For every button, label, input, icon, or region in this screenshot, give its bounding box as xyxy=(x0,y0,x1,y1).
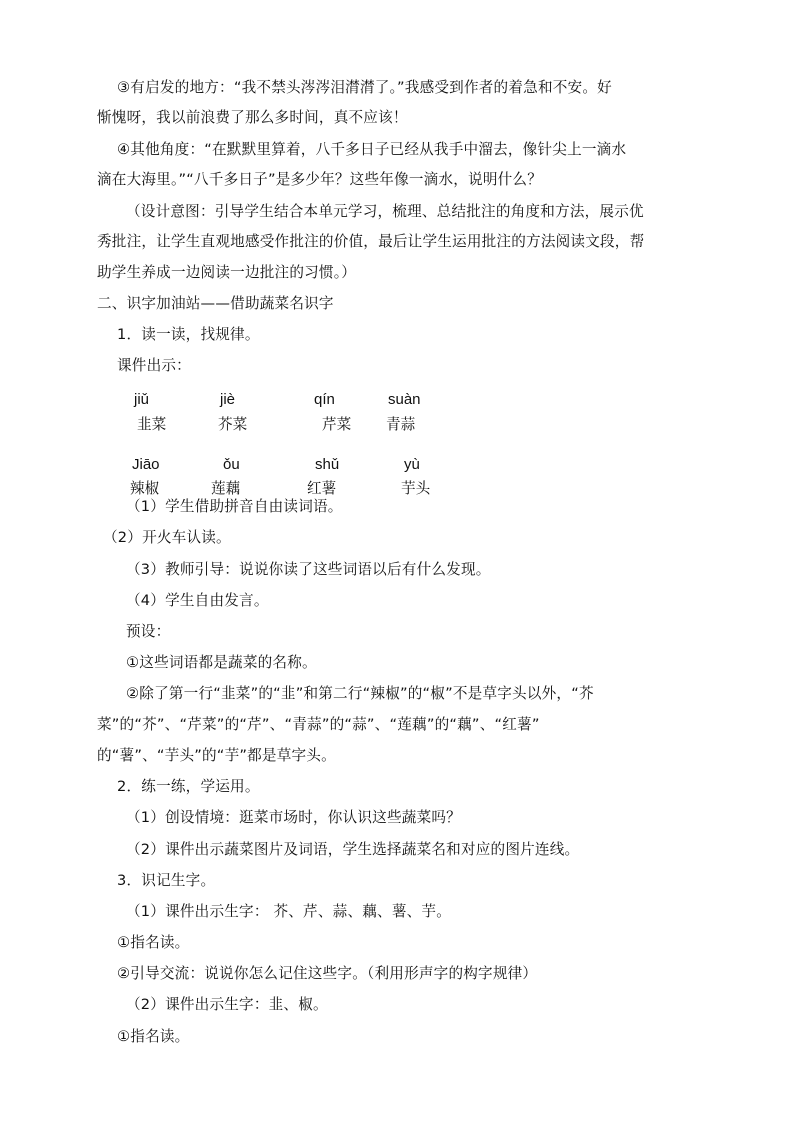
paragraph-line: ③有启发的地方：“我不禁头涔涔泪潸潸了。”我感受到作者的着急和不安。好 xyxy=(117,79,612,96)
paragraph-line: （1）学生借助拼音自由读词语。 xyxy=(126,498,343,515)
paragraph-line: （2）开火车认读。 xyxy=(103,529,231,546)
design-intent-note: 秀批注，让学生直观地感受作批注的价值，最后让学生运用批注的方法阅读文段，帮 xyxy=(97,233,645,250)
paragraph-line: （2）课件出示蔬菜图片及词语，学生选择蔬菜名和对应的图片连线。 xyxy=(126,841,580,858)
paragraph-line: （3）教师引导：说说你读了这些词语以后有什么发现。 xyxy=(126,561,491,578)
paragraph-line: 惭愧呀，我以前浪费了那么多时间，真不应该！ xyxy=(97,109,408,126)
design-intent-note: （设计意图：引导学生结合本单元学习，梳理、总结批注的角度和方法，展示优 xyxy=(126,203,644,220)
vocab-word: 芥菜 xyxy=(218,416,248,433)
vocab-word: 芋头 xyxy=(401,480,431,497)
pinyin: Jiāo xyxy=(132,456,160,473)
vocab-word: 韭菜 xyxy=(137,416,167,433)
pinyin: jiǔ xyxy=(134,391,150,408)
paragraph-line: ②引导交流：说说你怎么记住这些字。（利用形声字的构字规律） xyxy=(117,965,538,982)
paragraph-line: ①指名读。 xyxy=(117,934,190,951)
pinyin: suàn xyxy=(388,391,421,408)
vocab-word: 红薯 xyxy=(307,480,337,497)
paragraph-line: ④其他角度：“在默默里算着，八千多日子已经从我手中溜去，像针尖上一滴水 xyxy=(117,141,627,158)
pinyin: qín xyxy=(314,391,335,408)
pinyin: yù xyxy=(404,456,420,473)
paragraph-line: 预设： xyxy=(126,623,171,640)
design-intent-note: 助学生养成一边阅读一边批注的习惯。） xyxy=(97,264,356,281)
paragraph-line: 的“薯”、“芋头”的“芋”都是草字头。 xyxy=(97,747,336,764)
vocab-word: 莲藕 xyxy=(211,480,241,497)
paragraph-line: 课件出示： xyxy=(117,357,191,374)
paragraph-line: ①指名读。 xyxy=(117,1028,190,1045)
paragraph-line: （4）学生自由发言。 xyxy=(126,592,269,609)
paragraph-line: （1）课件出示生字： 芥、芹、蒜、藕、薯、芋。 xyxy=(126,903,451,920)
paragraph-line: ②除了第一行“韭菜”的“韭”和第二行“辣椒”的“椒”不是草字头以外，“芥 xyxy=(126,685,594,702)
step-heading: 1．读一读，找规律。 xyxy=(117,326,260,343)
paragraph-line: （2）课件出示生字：韭、椒。 xyxy=(126,996,328,1013)
paragraph-line: （1）创设情境：逛菜市场时，你认识这些蔬菜吗？ xyxy=(126,809,461,826)
pinyin: ǒu xyxy=(223,456,240,473)
vocab-word: 青蒜 xyxy=(386,416,416,433)
paragraph-line: 菜”的“芥”、“芹菜”的“芹”、“青蒜”的“蒜”、“莲藕”的“藕”、“红薯” xyxy=(97,716,540,733)
paragraph-line: ①这些词语都是蔬菜的名称。 xyxy=(126,654,317,671)
step-heading: 3．识记生字。 xyxy=(117,872,216,889)
vocab-word: 芹菜 xyxy=(322,416,352,433)
step-heading: 2．练一练，学运用。 xyxy=(117,778,260,795)
section-heading: 二、识字加油站——借助蔬菜名识字 xyxy=(97,295,334,312)
vocab-word: 辣椒 xyxy=(130,480,160,497)
pinyin: jiè xyxy=(220,391,236,408)
paragraph-line: 滴在大海里。”“八千多日子”是多少年？这些年像一滴水，说明什么？ xyxy=(97,171,543,188)
pinyin: shǔ xyxy=(315,456,340,473)
